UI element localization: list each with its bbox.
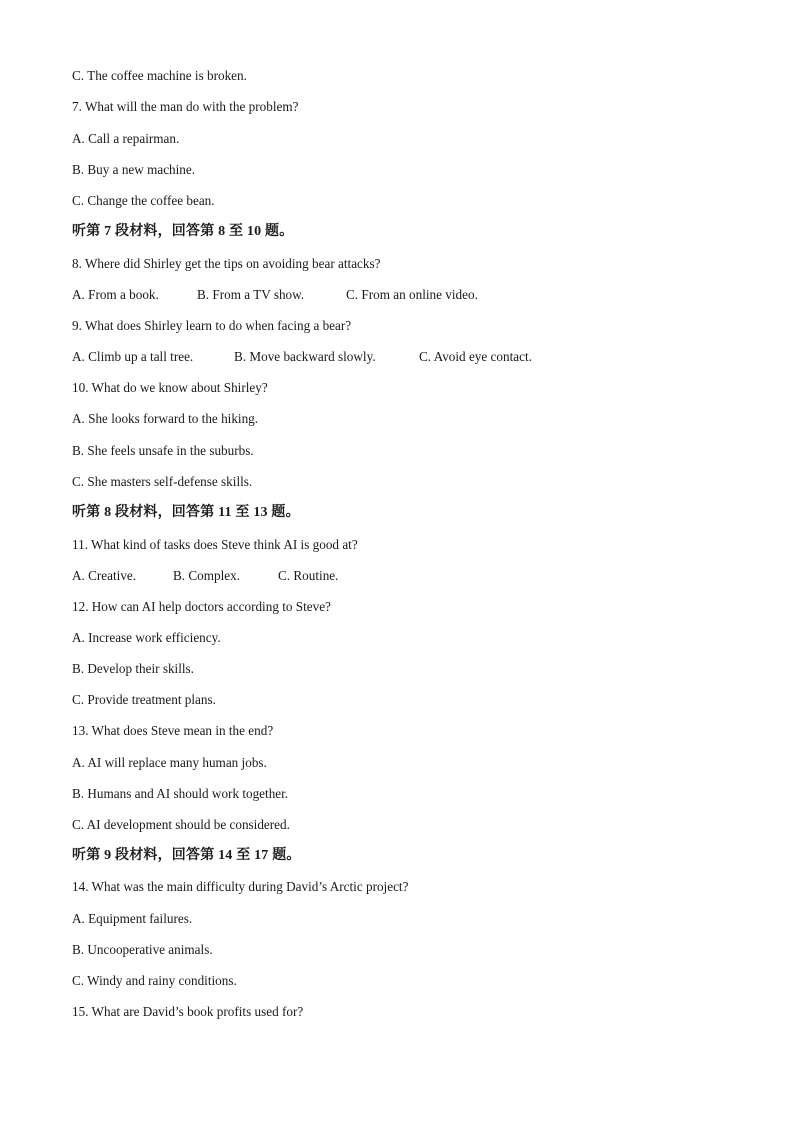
q13-option-a: A. AI will replace many human jobs. [72, 755, 267, 770]
section-heading-9: 听第 9 段材料，回答第 14 至 17 题。 [72, 848, 301, 863]
q8-question: 8. Where did Shirley get the tips on avoiding bear attacks? [72, 256, 381, 271]
q10-question: 10. What do we know about Shirley? [72, 380, 268, 395]
q6-option-c: C. The coffee machine is broken. [72, 68, 247, 83]
q12-question: 12. How can AI help doctors according to Steve? [72, 599, 331, 614]
q10-option-a: A. She looks forward to the hiking. [72, 411, 259, 426]
q14-option-c: C. Windy and rainy conditions. [72, 973, 237, 988]
section-heading-7: 听第 7 段材料，回答第 8 至 10 题。 [72, 224, 294, 239]
q12-option-a: A. Increase work efficiency. [72, 630, 221, 645]
q7-question: 7. What will the man do with the problem? [72, 99, 299, 114]
q12-option-b: B. Develop their skills. [72, 661, 194, 676]
q7-option-c: C. Change the coffee bean. [72, 193, 215, 208]
q11-question: 11. What kind of tasks does Steve think AI is good at? [72, 537, 358, 552]
q7-option-b: B. Buy a new machine. [72, 162, 196, 177]
q13-option-b: B. Humans and AI should work together. [72, 786, 289, 801]
q14-question: 14. What was the main difficulty during David’s Arctic project? [72, 879, 409, 894]
q8-option-b: B. From a TV show. [197, 287, 305, 302]
q10-option-c: C. She masters self-defense skills. [72, 474, 253, 489]
q13-option-c: C. AI development should be considered. [72, 817, 290, 832]
q10-option-b: B. She feels unsafe in the suburbs. [72, 443, 254, 458]
q11-option-c: C. Routine. [278, 568, 339, 583]
q13-question: 13. What does Steve mean in the end? [72, 723, 274, 738]
q12-option-c: C. Provide treatment plans. [72, 692, 216, 707]
q7-option-a: A. Call a repairman. [72, 131, 180, 146]
q9-question: 9. What does Shirley learn to do when facing a bear? [72, 318, 352, 333]
q9-option-b: B. Move backward slowly. [234, 349, 376, 364]
q8-option-c: C. From an online video. [346, 287, 478, 302]
q11-option-b: B. Complex. [173, 568, 241, 583]
q9-option-a: A. Climb up a tall tree. [72, 349, 194, 364]
q8-option-a: A. From a book. [72, 287, 159, 302]
section-heading-8: 听第 8 段材料，回答第 11 至 13 题。 [72, 505, 300, 520]
q15-question: 15. What are David’s book profits used for? [72, 1004, 304, 1019]
q11-option-a: A. Creative. [72, 568, 137, 583]
q9-option-c: C. Avoid eye contact. [419, 349, 532, 364]
q14-option-a: A. Equipment failures. [72, 911, 193, 926]
q14-option-b: B. Uncooperative animals. [72, 942, 213, 957]
